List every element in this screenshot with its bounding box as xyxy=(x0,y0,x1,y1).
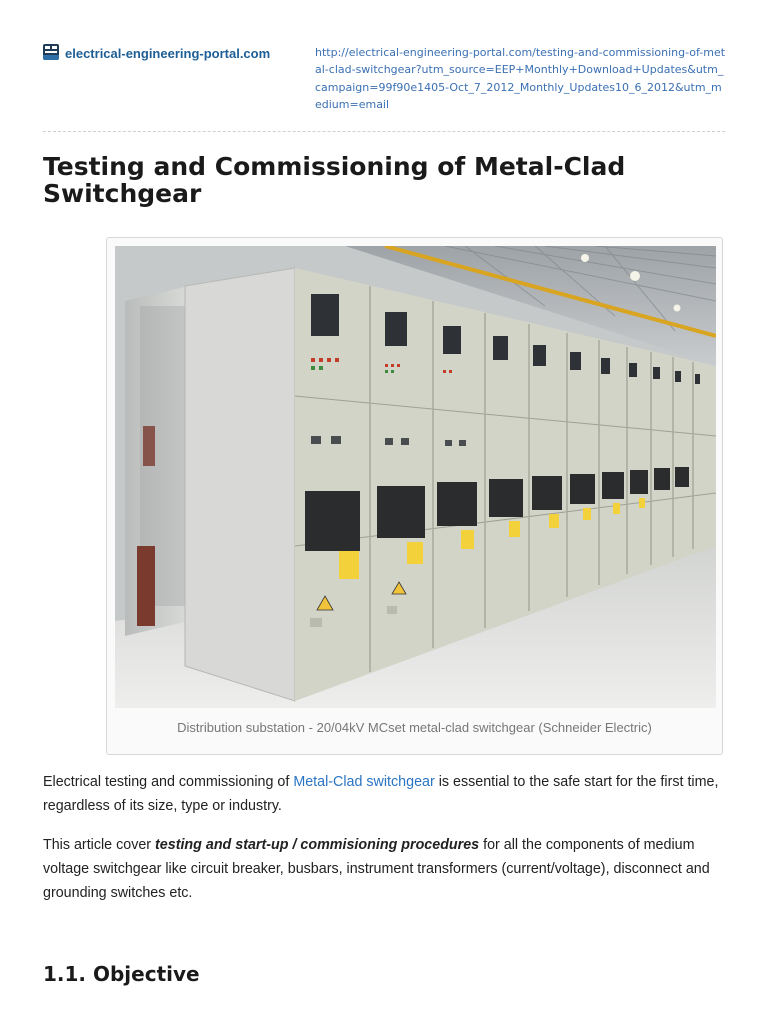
document-header xyxy=(43,44,725,124)
site-name-link[interactable]: electrical-engineering-portal.com xyxy=(65,46,271,61)
switchgear-photo xyxy=(115,246,716,708)
article-figure xyxy=(106,237,723,755)
intro-text-start: Electrical testing and commissioning of xyxy=(43,774,294,790)
article-title: Testing and Commissioning of Metal-Clad Switchgear xyxy=(43,152,626,208)
scope-paragraph xyxy=(43,833,725,905)
eep-logo-icon xyxy=(43,44,59,60)
scope-text-start: This article cover xyxy=(43,837,156,853)
intro-text-end: is essential to the safe start for the first time, regardless of its size, type or industry. xyxy=(43,774,719,814)
intro-paragraph xyxy=(43,770,725,818)
metal-clad-switchgear-link[interactable]: Metal-Clad switchgear xyxy=(293,774,435,790)
scope-text-end: for all the components of medium voltage switchgear like circuit breaker, busbars, instrument transformers (current/voltage), disconnect and grounding switches etc. xyxy=(43,837,710,901)
header-divider xyxy=(43,131,725,132)
section-heading-objective: 1.1. Objective xyxy=(43,962,200,986)
figure-caption: Distribution substation - 20/04kV MCset metal-clad switchgear (Schneider Electric) xyxy=(177,720,652,735)
source-url-link[interactable]: http://electrical-engineering-portal.com/testing-and-commissioning-of-metal-clad-switchgear?utm_source=EEP+Monthly+Download+Updates&utm_campaign=99f90e1405-Oct_7_2012_Monthly_Updates10_6_2012&utm_medium=email xyxy=(315,46,726,112)
scope-emphasis: testing and start-up / commisioning procedures xyxy=(155,837,480,853)
